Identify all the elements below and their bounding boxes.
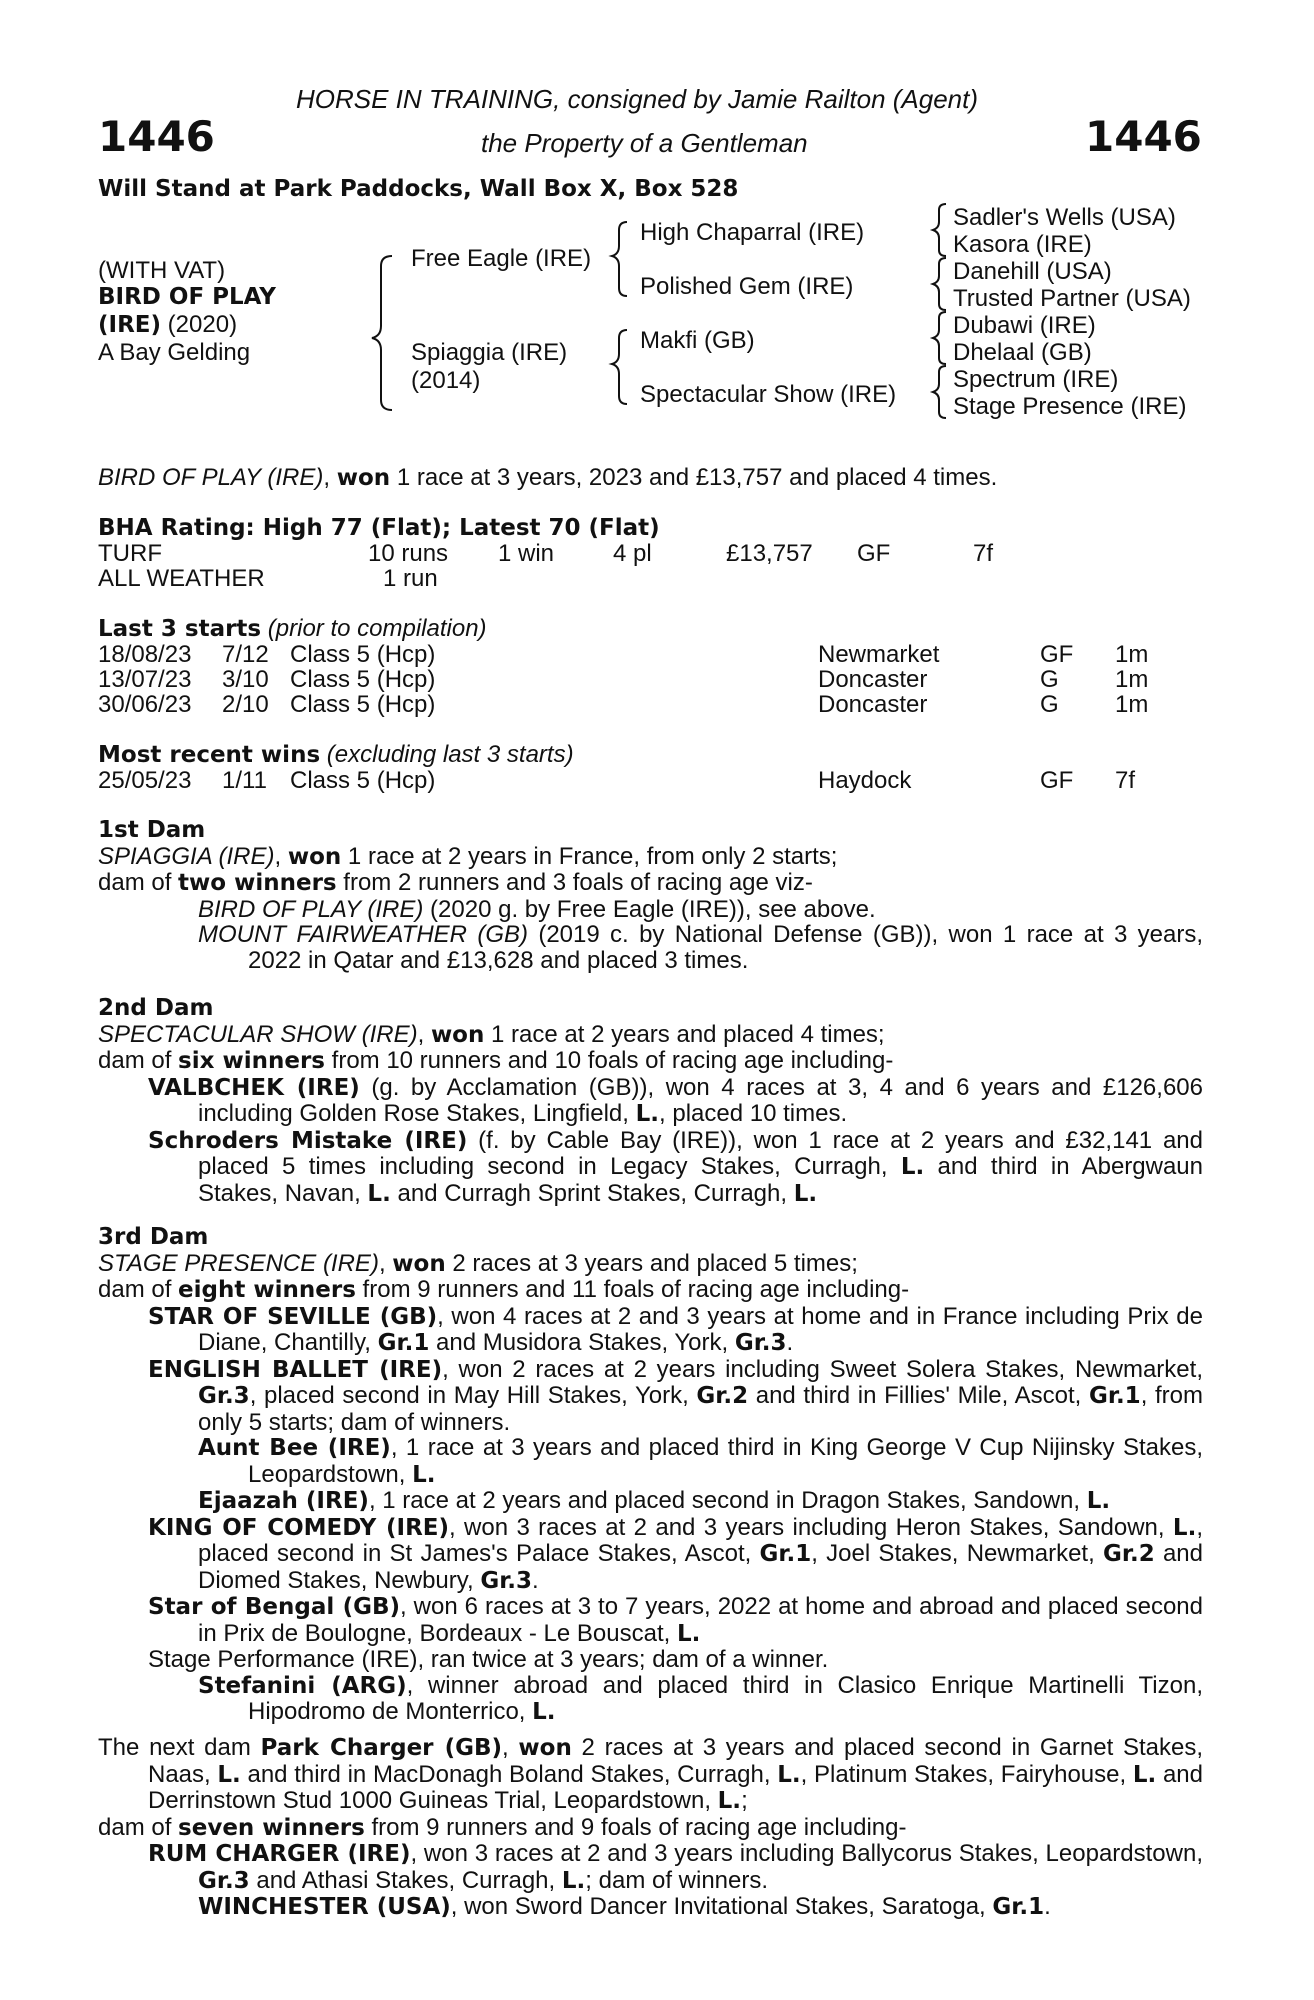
offspring-entry [98, 1075, 1203, 1128]
last3-class: Class 5 (Hcp) [290, 691, 436, 718]
summary-won: won [336, 465, 391, 491]
next-dam-detail: , Platinum Stakes, Fairyhouse, [800, 1760, 1133, 1788]
group-mark: Gr.3 [480, 1567, 533, 1594]
last3-date: 18/08/23 [98, 641, 192, 668]
next-dam-won: won [518, 1735, 572, 1761]
offspring-entry [98, 1304, 1203, 1357]
third-dam-produce-pre: dam of [98, 1276, 179, 1303]
listed-mark: L. [217, 1761, 241, 1788]
recent-win-course: Haydock [818, 767, 912, 794]
first-dam-heading: 1st Dam [98, 817, 206, 843]
offspring-name: Schroders Mistake (IRE) [148, 1127, 468, 1154]
second-dam-produce-pre: dam of [98, 1047, 179, 1074]
pedigree-dam: Spiaggia (IRE) [411, 339, 568, 366]
second-dam-heading: 2nd Dam [98, 995, 214, 1021]
offspring-detail: . [1044, 1893, 1051, 1920]
offspring-entry [98, 1841, 1203, 1894]
offspring-detail: , winner abroad and placed third in Clasico Enrique Martinelli Tizon, Hipodromo de Monterrico, [248, 1671, 1203, 1725]
recent-win-class: Class 5 (Hcp) [290, 767, 436, 794]
last3-pos: 7/12 [222, 641, 269, 668]
first-dam-line: SPIAGGIA (IRE), won 1 race at 2 years in France, from only 2 starts; [98, 842, 838, 870]
pedigree-dds: Spectrum (IRE) [953, 366, 1119, 393]
listed-mark: L. [1132, 1761, 1157, 1788]
pedigree-ds: Makfi (GB) [640, 327, 755, 354]
offspring-entry [98, 1515, 1203, 1595]
first-dam-name: SPIAGGIA (IRE) [98, 842, 275, 870]
turf-placed: 4 pl [613, 540, 652, 567]
listed-mark: L. [717, 1788, 742, 1814]
offspring-detail: , won 2 races at 2 years including Sweet Solera Stakes, Newmarket, [442, 1355, 1203, 1383]
offspring-detail: . [532, 1566, 539, 1594]
last3-course: Newmarket [818, 641, 940, 668]
last3-course: Doncaster [818, 666, 928, 693]
offspring-name: RUM CHARGER (IRE) [148, 1841, 411, 1867]
grand-offspring-entry [98, 1894, 1203, 1921]
first-dam-rest: 1 race at 2 years in France, from only 2 starts; [341, 842, 838, 870]
turf-prize: £13,757 [726, 540, 813, 567]
next-dam-sep: , [502, 1734, 519, 1761]
offspring-name: VALBCHEK (IRE) [148, 1074, 360, 1101]
third-dam-name: STAGE PRESENCE (IRE) [98, 1249, 379, 1277]
offspring-detail: (f. by Cable Bay (IRE)), won 1 race at 2 years and £32,141 and placed 5 times including second in Legacy Stakes, Curragh, [198, 1126, 1203, 1180]
first-dam-produce [98, 870, 1203, 897]
offspring-entry [98, 1357, 1203, 1436]
turf-runs: 10 runs [368, 540, 449, 567]
listed-mark: L. [532, 1699, 556, 1725]
second-dam-produce [98, 1048, 1203, 1075]
last3-course: Doncaster [818, 691, 928, 718]
recent-wins-heading [98, 742, 574, 768]
listed-mark: L. [635, 1101, 660, 1127]
turf-wins: 1 win [498, 540, 555, 567]
next-dam-detail: 2 races at 3 years and placed second in Garnet Stakes, Naas, [148, 1734, 1203, 1788]
second-dam-produce-rest: from 10 runners and 10 foals of racing age including- [324, 1047, 894, 1074]
offspring-detail: and third in Abergwaun Stakes, Navan, [198, 1153, 1204, 1207]
third-dam-rest: 2 races at 3 years and placed 5 times; [445, 1249, 858, 1277]
pedigree-dam-year: (2014) [411, 367, 481, 394]
group-mark: Gr.3 [198, 1867, 250, 1894]
third-dam-produce-rest: from 9 runners and 11 foals of racing age including- [355, 1276, 910, 1303]
offspring-detail: , won Sword Dancer Invitational Stakes, Saratoga, [450, 1893, 993, 1920]
second-dam-rest: 1 race at 2 years and placed 4 times; [484, 1020, 885, 1048]
first-dam-won: won [287, 843, 342, 870]
offspring-detail: ; dam of winners. [585, 1866, 769, 1894]
horse-description: A Bay Gelding [98, 339, 251, 366]
offspring-detail: and Athasi Stakes, Curragh, [249, 1866, 562, 1894]
turf-distance: 7f [973, 540, 994, 567]
next-dam-detail: and Derrinstown Stud 1000 Guineas Trial, Leopardstown, [148, 1760, 1203, 1814]
offspring-detail: , won 6 races at 3 to 7 years, 2022 at home and abroad and placed second in Prix de Boulogne, Bordeaux - Le Bouscat, [198, 1593, 1203, 1647]
offspring-detail: , 1 race at 3 years and placed third in King George V Cup Nijinsky Stakes, Leopardstown, [248, 1434, 1203, 1488]
last3-class: Class 5 (Hcp) [290, 641, 436, 668]
last3-dist: 1m [1115, 666, 1149, 693]
group-mark: Gr.3 [198, 1383, 250, 1409]
pedigree-dd: Spectacular Show (IRE) [640, 381, 897, 408]
listed-mark: L. [793, 1180, 818, 1207]
property: the Property of a Gentleman [481, 128, 808, 158]
second-dam-name: SPECTACULAR SHOW (IRE) [98, 1020, 418, 1048]
stabling: Will Stand at Park Paddocks, Wall Box X, Box 528 [98, 176, 739, 202]
recent-win-date: 25/05/23 [98, 767, 192, 794]
next-dam-produce-rest: from 9 runners and 9 foals of racing age including- [364, 1813, 907, 1841]
horse-country: (IRE) [98, 312, 162, 338]
pedigree-dsd: Dhelaal (GB) [953, 339, 1092, 366]
offspring-detail: and Curragh Sprint Stakes, Curragh, [390, 1179, 794, 1207]
third-dam-produce [98, 1277, 1203, 1304]
offspring-name: Stefanini (ARG) [198, 1672, 407, 1699]
offspring-detail: , placed second in St James's Palace Stakes, Ascot, [198, 1513, 1203, 1567]
second-dam-section [98, 996, 1203, 1207]
aw-runs: 1 run [383, 565, 438, 592]
listed-mark: L. [777, 1761, 801, 1788]
next-dam-line [98, 1735, 1203, 1815]
group-mark: Gr.2 [696, 1383, 749, 1409]
last3-class: Class 5 (Hcp) [290, 666, 436, 693]
turf-label: TURF [98, 540, 162, 567]
recent-win-going: GF [1040, 767, 1074, 794]
offspring-name: BIRD OF PLAY (IRE) [198, 895, 424, 923]
offspring-detail: , won 3 races at 2 and 3 years including Ballycorus Stakes, Leopardstown, [410, 1840, 1203, 1867]
pedigree-sire: Free Eagle (IRE) [411, 245, 592, 272]
first-dam-produce-pre: dam of [98, 869, 179, 896]
pedigree-sd: Polished Gem (IRE) [640, 273, 854, 300]
last3-dist: 1m [1115, 641, 1149, 668]
last3-dist: 1m [1115, 691, 1149, 718]
last3-going: G [1040, 691, 1059, 718]
group-mark: Gr.2 [1103, 1541, 1155, 1567]
last3-pos: 2/10 [222, 691, 269, 718]
offspring-detail: , won 3 races at 2 and 3 years including Heron Stakes, Sandown, [449, 1513, 1173, 1541]
offspring-detail: , from only 5 starts; dam of winners. [198, 1382, 1204, 1436]
offspring-entry [98, 1128, 1203, 1208]
offspring-detail: (g. by Acclamation (GB)), won 4 races at 3, 4 and 6 years and £126,606 including Golden Rose Stakes, Lingfield, [198, 1073, 1203, 1127]
third-dam-won: won [392, 1250, 446, 1277]
offspring-detail: , placed second in May Hill Stakes, York, [249, 1382, 697, 1409]
summary-rest: 1 race at 3 years, 2023 and £13,757 and placed 4 times. [390, 464, 998, 491]
grand-offspring-entry [98, 1673, 1203, 1726]
second-dam-winners: six winners [178, 1048, 325, 1074]
second-dam-won: won [430, 1021, 485, 1048]
summary-sep: , [323, 464, 337, 491]
listed-mark: L. [412, 1461, 436, 1488]
pedigree-sss: Sadler's Wells (USA) [953, 204, 1176, 231]
vat-label: (WITH VAT) [98, 257, 226, 284]
grand-offspring-entry [98, 1435, 1203, 1488]
offspring-detail: (2019 c. by National Defense (GB)), won 1 race at 3 years, 2022 in Qatar and £13,628 and placed 3 times. [248, 921, 1203, 974]
offspring-name: KING OF COMEDY (IRE) [148, 1514, 450, 1541]
pedigree-ssd: Kasora (IRE) [953, 231, 1092, 258]
offspring-entry [98, 897, 1203, 923]
listed-mark: L. [1172, 1514, 1197, 1541]
third-dam-section [98, 1225, 1203, 1726]
offspring-name: MOUNT FAIRWEATHER (GB) [198, 921, 528, 948]
pedigree-sdd: Trusted Partner (USA) [953, 285, 1191, 312]
listed-mark: L. [561, 1867, 586, 1894]
last3-note: (prior to compilation) [261, 615, 487, 642]
last3-heading-bold: Last 3 starts [98, 616, 262, 642]
group-mark: Gr.1 [992, 1894, 1045, 1920]
offspring-detail: , placed 10 times. [659, 1100, 848, 1127]
offspring-entry [98, 922, 1203, 973]
third-dam-winners: eight winners [178, 1277, 356, 1303]
next-dam-pre: The next dam [98, 1734, 261, 1761]
horse-name: BIRD OF PLAY [98, 284, 276, 310]
next-dam-produce [98, 1815, 1203, 1842]
bha-rating: BHA Rating: High 77 (Flat); Latest 70 (Flat) [98, 515, 660, 541]
offspring-detail: . [786, 1329, 794, 1356]
listed-mark: L. [676, 1620, 701, 1647]
listed-mark: L. [1086, 1488, 1111, 1514]
summary-horse-name: BIRD OF PLAY (IRE) [98, 464, 324, 491]
offspring-detail: and Diomed Stakes, Newbury, [198, 1540, 1203, 1594]
offspring-name: Ejaazah (IRE) [198, 1488, 369, 1514]
pedigree-dss: Dubawi (IRE) [953, 312, 1096, 339]
offspring-name: WINCHESTER (USA) [198, 1894, 451, 1920]
offspring-entry [98, 1594, 1203, 1647]
recent-wins-heading-bold: Most recent wins [98, 742, 321, 768]
offspring-detail: and Musidora Stakes, York, [429, 1329, 735, 1356]
first-dam-produce-rest: from 2 runners and 3 foals of racing age viz- [336, 869, 813, 896]
last3-date: 13/07/23 [98, 666, 192, 693]
next-dam-winners: seven winners [178, 1814, 365, 1841]
recent-win-dist: 7f [1115, 767, 1136, 794]
next-dam-name: Park Charger (GB) [260, 1735, 503, 1761]
offspring-detail: , Joel Stakes, Newmarket, [811, 1540, 1104, 1567]
pedigree-ss: High Chaparral (IRE) [640, 219, 865, 246]
next-dam-section [98, 1735, 1203, 1921]
third-dam-heading: 3rd Dam [98, 1224, 209, 1250]
recent-wins-note: (excluding last 3 starts) [320, 741, 574, 768]
group-mark: Gr.3 [734, 1330, 787, 1356]
offspring-detail: (2020 g. by Free Eagle (IRE)), see above. [423, 895, 876, 923]
pedigree-ddd: Stage Presence (IRE) [953, 393, 1187, 420]
aw-label: ALL WEATHER [98, 565, 265, 592]
last3-heading [98, 616, 487, 642]
listed-mark: L. [900, 1154, 925, 1180]
last3-going: GF [1040, 641, 1074, 668]
consignment: HORSE IN TRAINING, consigned by Jamie Railton (Agent) [296, 84, 979, 114]
offspring-name: Star of Bengal (GB) [148, 1594, 401, 1620]
offspring-detail: , 1 race at 2 years and placed second in Dragon Stakes, Sandown, [368, 1487, 1087, 1514]
pedigree-sds: Danehill (USA) [953, 258, 1112, 285]
first-dam-winners: two winners [178, 870, 337, 896]
lot-number-right: 1446 [1085, 112, 1202, 161]
first-dam-section [98, 818, 1203, 973]
listed-mark: L. [367, 1180, 391, 1207]
third-dam-line: STAGE PRESENCE (IRE), won 2 races at 3 years and placed 5 times; [98, 1249, 858, 1277]
last3-pos: 3/10 [222, 666, 269, 693]
grand-offspring-entry [98, 1488, 1203, 1515]
next-dam-produce-pre: dam of [98, 1813, 179, 1841]
lot-number-left: 1446 [98, 112, 215, 161]
offspring-name: ENGLISH BALLET (IRE) [148, 1356, 443, 1383]
offspring-entry [98, 1647, 1203, 1673]
race-summary [98, 465, 997, 491]
horse-year: (2020) [161, 311, 238, 338]
second-dam-line: SPECTACULAR SHOW (IRE), won 1 race at 2 years and placed 4 times; [98, 1020, 885, 1048]
next-dam-detail: and third in MacDonagh Boland Stakes, Curragh, [240, 1760, 778, 1788]
offspring-detail: Stage Performance (IRE), ran twice at 3 years; dam of a winner. [148, 1646, 829, 1673]
offspring-name: STAR OF SEVILLE (GB) [148, 1303, 438, 1330]
group-mark: Gr.1 [1089, 1383, 1141, 1409]
last3-going: G [1040, 666, 1059, 693]
turf-going: GF [857, 540, 891, 567]
group-mark: Gr.1 [759, 1541, 812, 1567]
recent-win-pos: 1/11 [222, 767, 267, 794]
group-mark: Gr.1 [377, 1330, 430, 1356]
offspring-detail: and third in Fillies' Mile, Ascot, [748, 1382, 1089, 1409]
offspring-name: Aunt Bee (IRE) [198, 1435, 391, 1461]
offspring-detail: , won 4 races at 2 and 3 years at home and in France including Prix de Diane, Chantilly, [198, 1302, 1203, 1356]
last3-date: 30/06/23 [98, 691, 192, 718]
next-dam-detail: ; [741, 1787, 748, 1814]
